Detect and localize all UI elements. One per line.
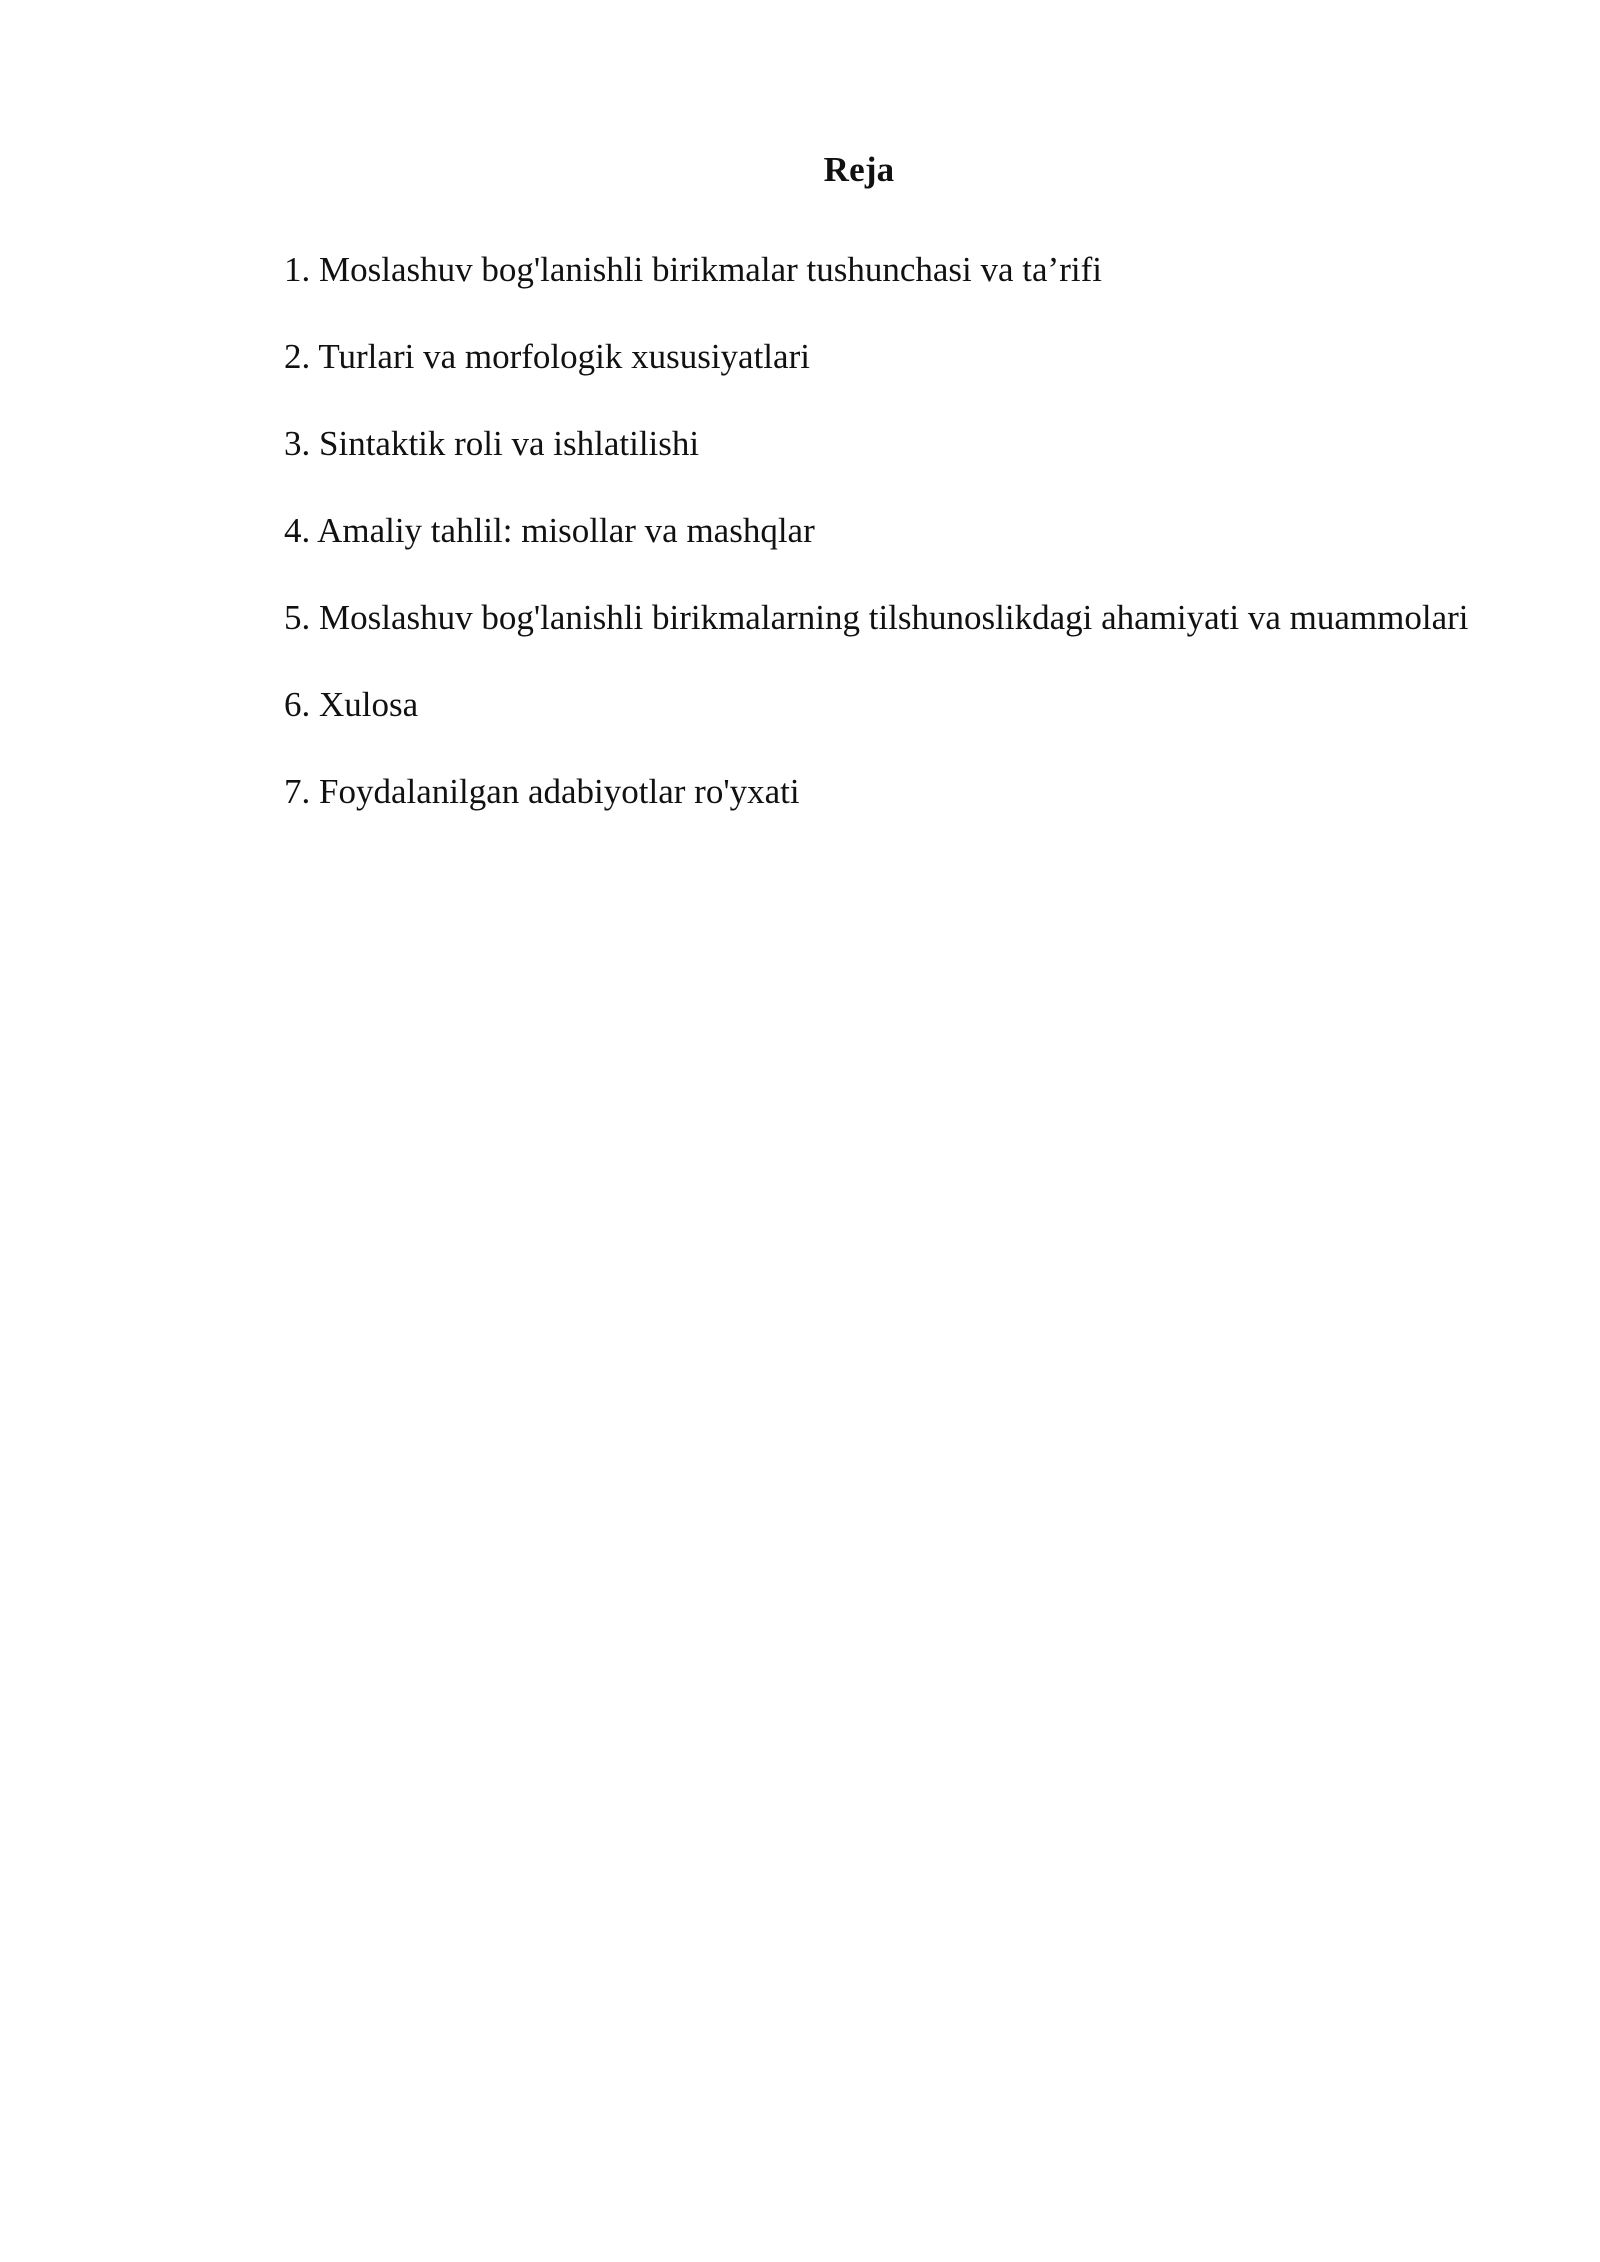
list-item bbox=[230, 673, 1488, 737]
item-number: 2. bbox=[284, 337, 319, 376]
item-number: 4. bbox=[284, 511, 318, 550]
list-item bbox=[230, 412, 1488, 476]
list-item bbox=[230, 499, 1488, 563]
list-item bbox=[230, 760, 1488, 824]
item-text: Moslashuv bog'lanishli birikmalar tushunchasi va ta’rifi bbox=[319, 250, 1102, 289]
item-number: 6. bbox=[284, 685, 319, 724]
item-text: Foydalanilgan adabiyotlar ro'yxati bbox=[319, 772, 800, 811]
item-text: Amaliy tahlil: misollar va mashqlar bbox=[317, 511, 815, 550]
item-number: 3. bbox=[284, 424, 319, 463]
item-number: 1. bbox=[284, 250, 319, 289]
list-item bbox=[230, 325, 1488, 389]
item-text: Moslashuv bog'lanishli birikmalarning tilshunoslikdagi ahamiyati va muammolari bbox=[319, 598, 1469, 637]
item-number: 5. bbox=[284, 598, 319, 637]
plan-list bbox=[230, 238, 1488, 847]
list-item bbox=[230, 238, 1488, 302]
item-text: Turlari va morfologik xususiyatlari bbox=[318, 337, 810, 376]
item-text: Xulosa bbox=[319, 685, 419, 724]
item-number: 7. bbox=[284, 772, 319, 811]
page-title: Reja bbox=[823, 150, 895, 189]
list-item bbox=[230, 586, 1488, 650]
item-text: Sintaktik roli va ishlatilishi bbox=[319, 424, 700, 463]
